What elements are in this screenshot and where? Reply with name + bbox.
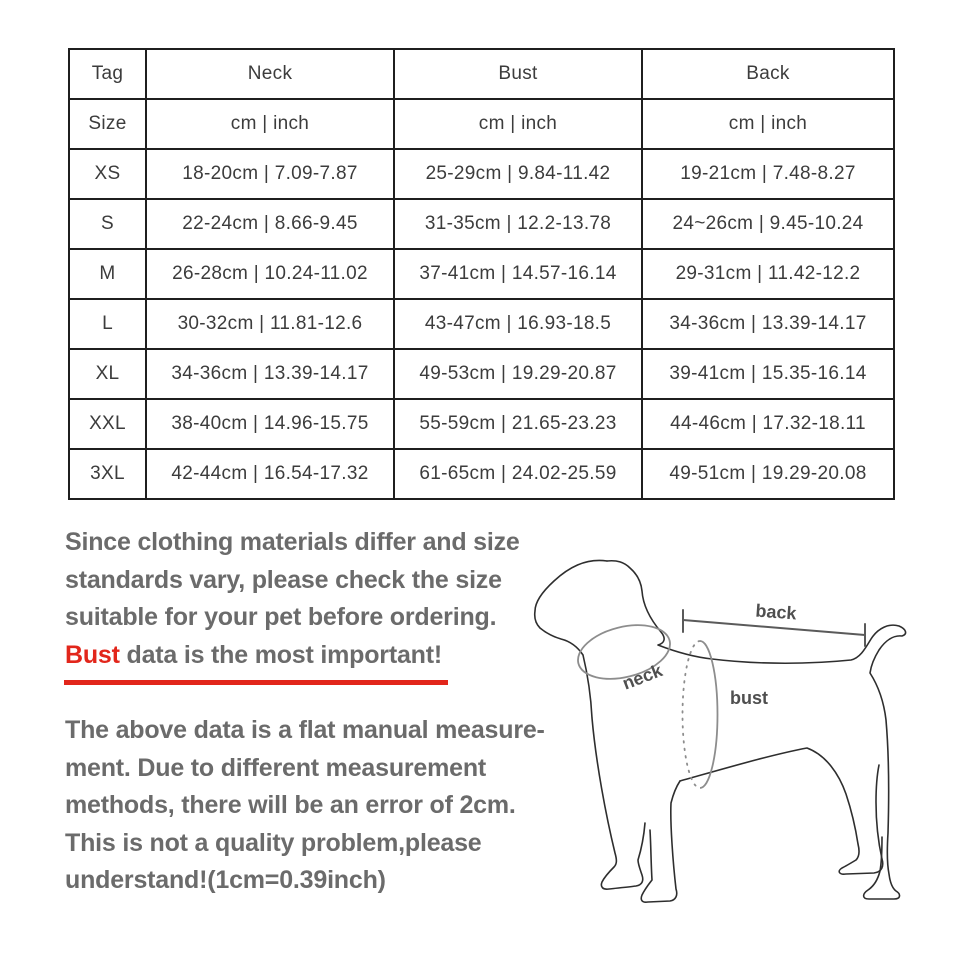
neck-cell: 42-44cm | 16.54-17.32 bbox=[146, 449, 394, 499]
size-cell: S bbox=[69, 199, 146, 249]
size-cell: M bbox=[69, 249, 146, 299]
size-cell: 3XL bbox=[69, 449, 146, 499]
neck-cell: 22-24cm | 8.66-9.45 bbox=[146, 199, 394, 249]
bust-cell: 55-59cm | 21.65-23.23 bbox=[394, 399, 642, 449]
table-row-xs bbox=[69, 149, 894, 199]
note-line: ment. Due to different measurement bbox=[65, 753, 487, 782]
note-line: suitable for your pet before ordering. bbox=[65, 603, 497, 631]
note-line: Since clothing materials differ and size bbox=[65, 528, 520, 556]
bust-cell: 61-65cm | 24.02-25.59 bbox=[394, 449, 642, 499]
dog-far-frontleg bbox=[641, 781, 680, 902]
back-cell: 44-46cm | 17.32-18.11 bbox=[642, 399, 894, 449]
back-cell: 49-51cm | 19.29-20.08 bbox=[642, 449, 894, 499]
bust-cell: 37-41cm | 14.57-16.14 bbox=[394, 249, 642, 299]
table-unit-row bbox=[69, 99, 894, 149]
back-cell: 34-36cm | 13.39-14.17 bbox=[642, 299, 894, 349]
table-row-xl bbox=[69, 349, 894, 399]
header-neck: Neck bbox=[146, 49, 394, 99]
bust-cell: 31-35cm | 12.2-13.78 bbox=[394, 199, 642, 249]
size-cell: L bbox=[69, 299, 146, 349]
dog-outline bbox=[535, 560, 906, 902]
measurement-disclaimer-paragraph bbox=[65, 712, 545, 900]
bust-highlight: Bust bbox=[65, 640, 120, 669]
back-cell: 39-41cm | 15.35-16.14 bbox=[642, 349, 894, 399]
neck-label: neck bbox=[619, 660, 666, 694]
size-cell: XL bbox=[69, 349, 146, 399]
table-row-m bbox=[69, 249, 894, 299]
size-advice-paragraph bbox=[65, 524, 520, 674]
table-header-row bbox=[69, 49, 894, 99]
note-line: The above data is a flat manual measure- bbox=[65, 716, 545, 744]
red-underline bbox=[64, 680, 448, 685]
bust-cell: 43-47cm | 16.93-18.5 bbox=[394, 299, 642, 349]
neck-cell: 34-36cm | 13.39-14.17 bbox=[146, 349, 394, 399]
dog-measurement-diagram bbox=[530, 548, 960, 960]
header-size: Size bbox=[69, 99, 146, 149]
back-cell: 29-31cm | 11.42-12.2 bbox=[642, 249, 894, 299]
unit-cell-back: cm | inch bbox=[642, 99, 894, 149]
table-row-xxl bbox=[69, 399, 894, 449]
neck-cell: 18-20cm | 7.09-7.87 bbox=[146, 149, 394, 199]
measurement-annotations bbox=[572, 616, 717, 788]
bust-label: bust bbox=[730, 688, 768, 708]
note-line: This is not a quality problem,please bbox=[65, 828, 482, 857]
dog-head-chest-frontleg bbox=[535, 560, 645, 889]
unit-cell-bust: cm | inch bbox=[394, 99, 642, 149]
note-line bbox=[65, 637, 520, 675]
header-back: Back bbox=[642, 49, 894, 99]
back-label: back bbox=[754, 600, 798, 624]
unit-cell-neck: cm | inch bbox=[146, 99, 394, 149]
note-line: understand!(1cm=0.39inch) bbox=[65, 866, 386, 894]
size-chart-table bbox=[68, 48, 895, 500]
back-measure-rule bbox=[683, 620, 865, 635]
note-line: standards vary, please check the size bbox=[65, 565, 502, 594]
neck-cell: 38-40cm | 14.96-15.75 bbox=[146, 399, 394, 449]
bust-girth-ellipse-solid bbox=[700, 641, 717, 788]
size-cell: XXL bbox=[69, 399, 146, 449]
bust-cell: 49-53cm | 19.29-20.87 bbox=[394, 349, 642, 399]
back-cell: 19-21cm | 7.48-8.27 bbox=[642, 149, 894, 199]
table-row-l bbox=[69, 299, 894, 349]
header-tag: Tag bbox=[69, 49, 146, 99]
back-cell: 24~26cm | 9.45-10.24 bbox=[642, 199, 894, 249]
header-bust: Bust bbox=[394, 49, 642, 99]
note-line-rest: data is the most important! bbox=[119, 640, 442, 669]
neck-cell: 26-28cm | 10.24-11.02 bbox=[146, 249, 394, 299]
dog-belly-hindleg bbox=[680, 748, 883, 874]
table-row-3xl bbox=[69, 449, 894, 499]
note-line: methods, there will be an error of 2cm. bbox=[65, 791, 516, 819]
table-row-s bbox=[69, 199, 894, 249]
bust-girth-ellipse-dotted bbox=[683, 641, 700, 788]
neck-cell: 30-32cm | 11.81-12.6 bbox=[146, 299, 394, 349]
bust-cell: 25-29cm | 9.84-11.42 bbox=[394, 149, 642, 199]
size-cell: XS bbox=[69, 149, 146, 199]
